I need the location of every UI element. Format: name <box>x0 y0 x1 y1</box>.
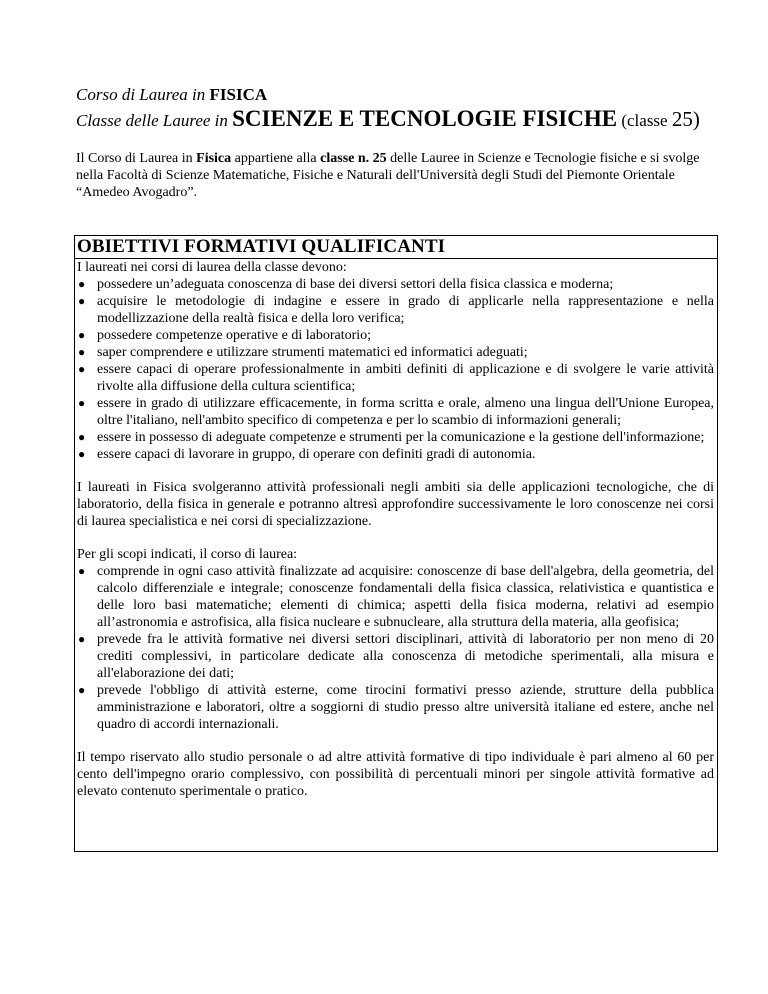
objectives-list <box>77 276 714 463</box>
class-name: SCIENZE E TECNOLOGIE FISICHE <box>232 106 618 131</box>
class-label: (classe <box>617 111 672 130</box>
section-title: OBIETTIVI FORMATIVI QUALIFICANTI <box>75 236 717 259</box>
intro-text-3: delle Lauree in Scienze e Tecnologie fisiche e si svolge nella Facoltà di Scienze Matematiche, Fisiche e Naturali dell'Università degli Studi del Piemonte Orientale “Amedeo Avogadro”. <box>76 151 700 200</box>
intro-paragraph <box>76 150 722 201</box>
degree-name: FISICA <box>209 85 268 104</box>
intro-bold-1: Fisica <box>196 151 232 166</box>
purposes-lead: Per gli scopi indicati, il corso di laurea: <box>77 547 298 562</box>
bullet-icon: ● <box>78 396 86 410</box>
section-body <box>75 259 717 800</box>
bullet-icon: ● <box>78 430 86 444</box>
list-item <box>77 327 714 344</box>
bullet-icon: ● <box>78 277 86 291</box>
list-item-text: acquisire le metodologie di indagine e essere in grado di applicarle nella rappresentazione e nella modellizzazione della realtà fisica e della loro verifica; <box>97 294 714 326</box>
bullet-icon: ● <box>78 294 86 308</box>
list-item <box>77 631 714 682</box>
list-item <box>77 344 714 361</box>
list-item-text: essere in grado di utilizzare efficacemente, in forma scritta e orale, almeno una lingua dell'Unione Europea, oltre l'italiano, nell'ambito specifico di competenza e per lo scambio di informazioni generali; <box>97 396 714 428</box>
list-item <box>77 361 714 395</box>
bullet-icon: ● <box>78 345 86 359</box>
degree-title <box>76 85 267 105</box>
bullet-icon: ● <box>78 328 86 342</box>
degree-title-prefix: Corso di Laurea in <box>76 85 210 104</box>
list-item <box>77 429 714 446</box>
list-item <box>77 293 714 327</box>
list-item <box>77 682 714 733</box>
intro-bold-2: classe n. 25 <box>320 151 387 166</box>
objectives-box <box>74 235 718 852</box>
class-number: 25) <box>671 107 700 131</box>
bullet-icon: ● <box>78 447 86 461</box>
intro-text-2: appartiene alla <box>231 151 321 166</box>
bullet-icon: ● <box>78 564 86 578</box>
objectives-lead: I laureati nei corsi di laurea della classe devono: <box>77 260 347 275</box>
intro-text-1: Il Corso di Laurea in <box>76 151 197 166</box>
class-title-prefix: Classe delle Lauree in <box>76 111 233 130</box>
class-title <box>76 106 700 132</box>
list-item-text: essere capaci di lavorare in gruppo, di operare con definiti gradi di autonomia. <box>97 447 536 462</box>
list-item <box>77 395 714 429</box>
list-item <box>77 276 714 293</box>
list-item-text: prevede fra le attività formative nei diversi settori disciplinari, attività di laboratorio per non meno di 20 crediti complessivi, in particolare dedicate alla conoscenza di metodiche sperimentali, alla misura e all'elaborazione dei dati; <box>97 632 714 681</box>
list-item-text: possedere un’adeguata conoscenza di base dei diversi settori della fisica classica e moderna; <box>97 277 614 292</box>
purposes-list <box>77 563 714 733</box>
list-item <box>77 446 714 463</box>
list-item-text: possedere competenze operative e di laboratorio; <box>97 328 372 343</box>
list-item-text: essere in possesso di adeguate competenze e strumenti per la comunicazione e la gestione dell'informazione; <box>97 430 705 445</box>
professional-paragraph: I laureati in Fisica svolgeranno attività professionali negli ambiti sia delle applicazioni tecnologiche, che di laboratorio, della fisica in generale e potranno altresì approfondire successivamente le loro conoscenze nei corsi di laurea specialistica e nei corsi di specializzazione. <box>77 480 714 529</box>
bullet-icon: ● <box>78 632 86 646</box>
list-item <box>77 563 714 631</box>
bullet-icon: ● <box>78 683 86 697</box>
list-item-text: comprende in ogni caso attività finalizzate ad acquisire: conoscenze di base dell'algebra, della geometria, del calcolo differenziale e integrale; conoscenze fondamentali della fisica classica, relativistica e quantistica e delle loro basi matematiche; elementi di chimica; aspetti della fisica moderna, relativi ad esempio all’astronomia e astrofisica, alla fisica nucleare e subnucleare, alla struttura della materia, alla geofisica; <box>97 564 714 630</box>
list-item-text: essere capaci di operare professionalmente in ambiti definiti di applicazione e di svolgere le varie attività rivolte alla diffusione della cultura scientifica; <box>97 362 714 394</box>
study-time-paragraph: Il tempo riservato allo studio personale o ad altre attività formative di tipo individuale è pari almeno al 60 per cento dell'impegno orario complessivo, con possibilità di percentuali minori per singole attività formative ad elevato contenuto sperimentale o pratico. <box>77 750 714 799</box>
list-item-text: prevede l'obbligo di attività esterne, come tirocini formativi presso aziende, strutture della pubblica amministrazione e laboratori, oltre a soggiorni di studio presso altre università italiane ed estere, anche nel quadro di accordi internazionali. <box>97 683 714 732</box>
list-item-text: saper comprendere e utilizzare strumenti matematici ed informatici adeguati; <box>97 345 528 360</box>
bullet-icon: ● <box>78 362 86 376</box>
